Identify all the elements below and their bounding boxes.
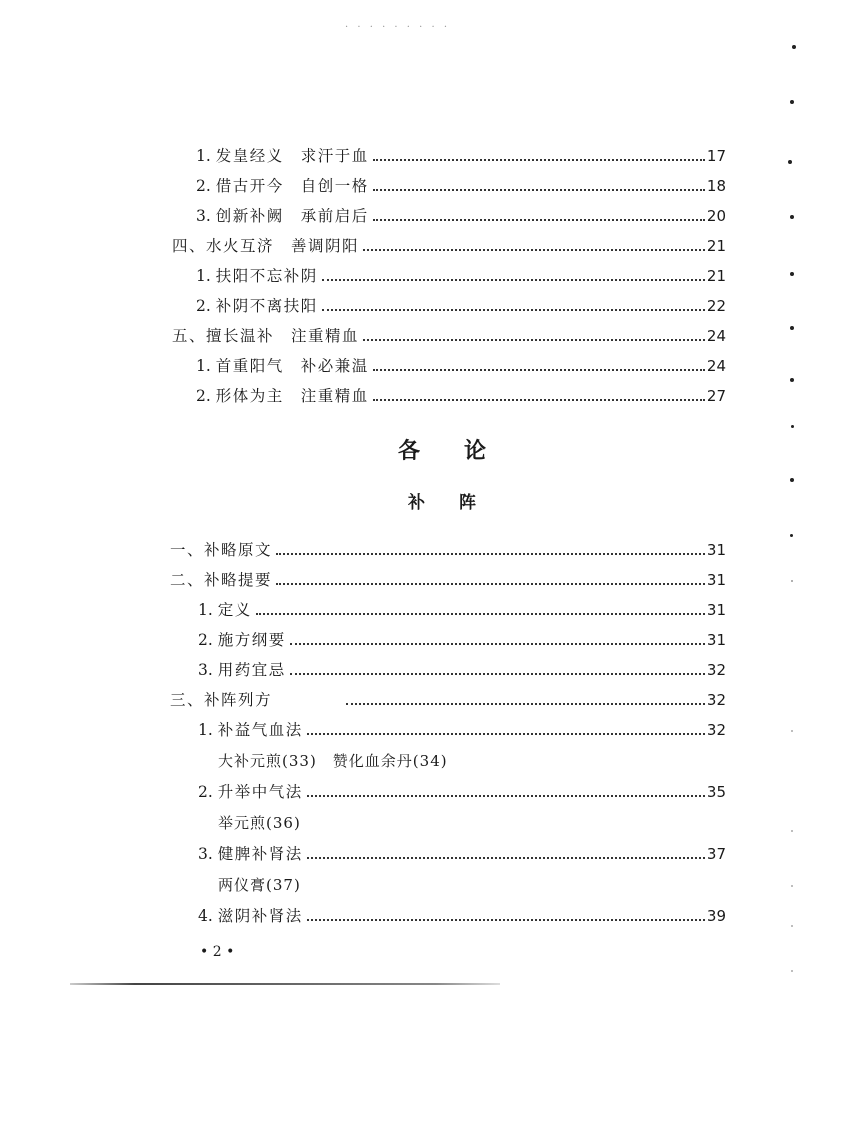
toc-entry-title: 二、补略提要 [170, 571, 273, 589]
leader-dots [322, 278, 705, 281]
leader-dots [276, 582, 705, 585]
toc-entry-number: 2. [198, 783, 213, 801]
page-number: • 2 • [200, 944, 235, 960]
leader-dots [373, 158, 705, 161]
binding-hole-mark [790, 215, 794, 219]
toc-entry-title: 五、擅长温补 注重精血 [172, 327, 360, 345]
toc-entry[interactable] [198, 900, 726, 926]
toc-entry-title: 升举中气法 [217, 783, 303, 801]
leader-dots [346, 702, 705, 705]
binding-hole-mark [791, 925, 793, 927]
toc-entry-page: 21 [706, 237, 726, 255]
binding-hole-mark [790, 326, 794, 330]
leader-dots [307, 794, 705, 797]
toc-entry-number: 4. [198, 907, 213, 925]
toc-entry-page: 22 [706, 297, 726, 315]
leader-dots [322, 308, 705, 311]
binding-hole-mark [790, 478, 794, 482]
toc-entry-page: 31 [706, 571, 726, 589]
toc-entry[interactable] [196, 170, 726, 196]
toc-entry[interactable] [198, 838, 726, 864]
toc-entry-page: 17 [706, 147, 726, 165]
toc-entry-page: 32 [706, 691, 726, 709]
toc-entry-title: 创新补阙 承前启后 [215, 207, 369, 225]
binding-hole-mark [791, 730, 793, 732]
toc-entry[interactable] [196, 290, 726, 316]
toc-entry[interactable] [170, 564, 726, 590]
formula-list: 举元煎(36) [218, 814, 301, 832]
toc-entry[interactable] [198, 654, 726, 680]
toc-entry-page: 20 [706, 207, 726, 225]
toc-entry[interactable] [170, 534, 726, 560]
toc-entry-title: 补阴不离扶阳 [215, 297, 318, 315]
binding-hole-mark [791, 885, 793, 887]
toc-entry-title: 一、补略原文 [170, 541, 273, 559]
leader-dots [307, 856, 705, 859]
toc-entry[interactable] [198, 776, 726, 802]
toc-entry-page: 24 [706, 327, 726, 345]
toc-entry[interactable] [198, 594, 726, 620]
toc-entry-page: 35 [706, 783, 726, 801]
leader-dots [276, 552, 705, 555]
toc-entry-number: 3. [198, 661, 213, 679]
binding-hole-mark [790, 534, 793, 537]
toc-entry[interactable] [196, 260, 726, 286]
toc-entry-page: 21 [706, 267, 726, 285]
leader-dots [373, 398, 705, 401]
toc-entry-title: 扶阳不忘补阴 [215, 267, 318, 285]
toc-entry-title: 滋阴补肾法 [217, 907, 303, 925]
toc-entry[interactable] [196, 380, 726, 406]
toc-entry-title: 首重阳气 补必兼温 [215, 357, 369, 375]
binding-hole-mark [788, 160, 792, 164]
binding-hole-mark [790, 378, 794, 382]
toc-entry-page: 24 [706, 357, 726, 375]
toc-entry-page: 37 [706, 845, 726, 863]
toc-entry-page: 32 [706, 721, 726, 739]
leader-dots [290, 672, 705, 675]
toc-entry-page: 27 [706, 387, 726, 405]
toc-entry-title: 三、补阵列方 [170, 691, 273, 709]
toc-entry-number: 1. [196, 267, 211, 285]
scan-edge-line [70, 983, 500, 985]
binding-hole-mark [790, 272, 794, 276]
toc-entry-title: 健脾补肾法 [217, 845, 303, 863]
toc-entry-title: 发皇经义 求汗于血 [215, 147, 369, 165]
binding-hole-mark [791, 580, 793, 582]
toc-entry[interactable] [198, 624, 726, 650]
binding-hole-mark [791, 425, 794, 428]
toc-entry-title: 形体为主 注重精血 [215, 387, 369, 405]
toc-entry-number: 1. [198, 721, 213, 739]
leader-dots [307, 732, 705, 735]
toc-entry[interactable] [172, 320, 726, 346]
binding-hole-mark [790, 100, 794, 104]
leader-dots [373, 368, 705, 371]
toc-entry[interactable] [196, 200, 726, 226]
toc-entry-number: 3. [198, 845, 213, 863]
toc-entry-number: 2. [198, 631, 213, 649]
binding-hole-mark [791, 830, 793, 832]
leader-dots [373, 218, 705, 221]
leader-dots [290, 642, 705, 645]
toc-entry-page: 31 [706, 541, 726, 559]
toc-entry[interactable] [170, 684, 726, 710]
toc-entry-page: 31 [706, 601, 726, 619]
leader-dots [373, 188, 705, 191]
toc-entry-number: 2. [196, 177, 211, 195]
toc-entry-title: 定义 [217, 601, 252, 619]
toc-entry-title: 借古开今 自创一格 [215, 177, 369, 195]
toc-entry-page: 32 [706, 661, 726, 679]
toc-entry-page: 31 [706, 631, 726, 649]
toc-entry[interactable] [196, 140, 726, 166]
leader-dots [307, 918, 705, 921]
toc-entry-page: 18 [706, 177, 726, 195]
toc-entry-number: 2. [196, 387, 211, 405]
toc-entry-title: 四、水火互济 善调阴阳 [172, 237, 360, 255]
toc-entry[interactable] [198, 714, 726, 740]
toc-entry[interactable] [172, 230, 726, 256]
formula-list: 大补元煎(33) 赞化血余丹(34) [218, 752, 448, 770]
toc-entry-number: 1. [198, 601, 213, 619]
toc-entry-number: 1. [196, 147, 211, 165]
top-scan-specks: · · · · · · · · · [345, 22, 451, 33]
leader-dots [256, 612, 705, 615]
toc-entry[interactable] [196, 350, 726, 376]
binding-hole-mark [791, 970, 793, 972]
leader-dots [363, 248, 705, 251]
toc-entry-title: 施方纲要 [217, 631, 286, 649]
section-heading: 各 论 [398, 438, 487, 464]
toc-entry-number: 3. [196, 207, 211, 225]
binding-hole-mark [792, 45, 796, 49]
toc-entry-page: 39 [706, 907, 726, 925]
subsection-heading: 补 阵 [408, 493, 476, 513]
formula-list: 两仪膏(37) [218, 876, 301, 894]
toc-entry-title: 补益气血法 [217, 721, 303, 739]
leader-dots [363, 338, 705, 341]
toc-entry-title: 用药宜忌 [217, 661, 286, 679]
toc-entry-number: 1. [196, 357, 211, 375]
toc-entry-number: 2. [196, 297, 211, 315]
